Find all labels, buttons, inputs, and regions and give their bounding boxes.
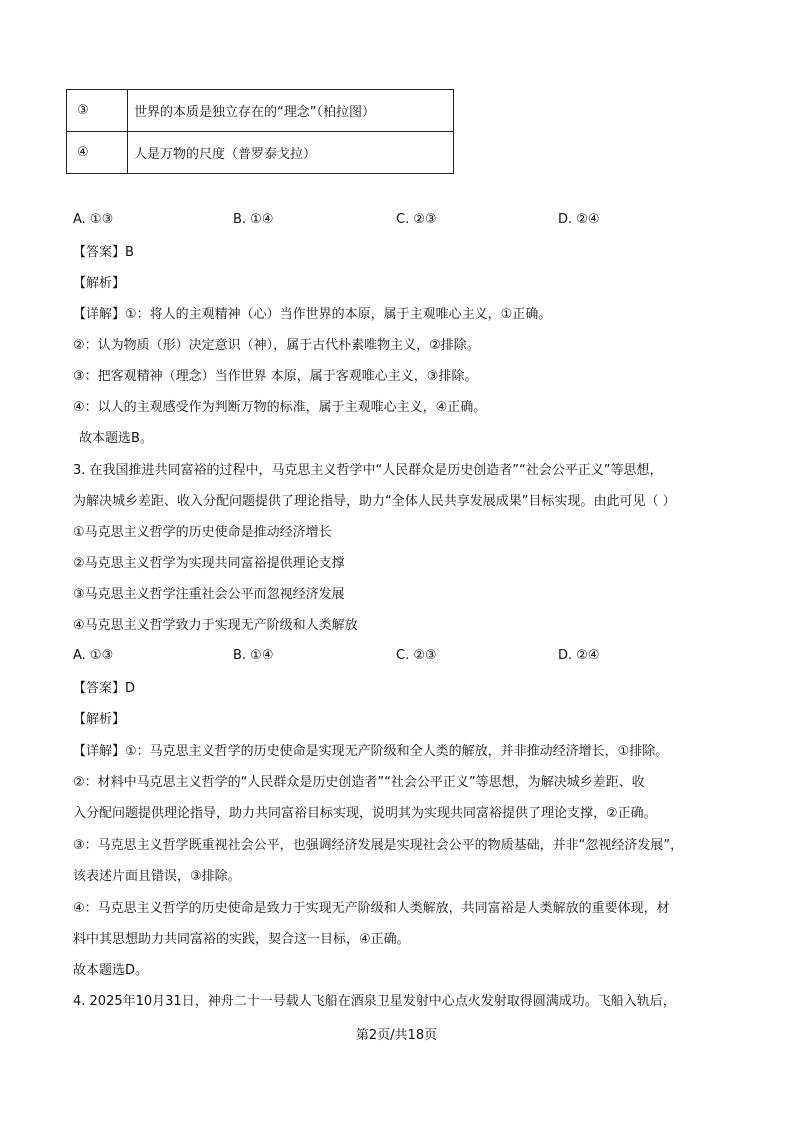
q3-choices (73, 648, 773, 668)
table-cell-text: 人是万物的尺度（普罗泰戈拉） (128, 132, 454, 174)
table-row (67, 90, 454, 132)
q2-analysis-label: 【解析】 (73, 276, 126, 291)
table-cell-number: ④ (67, 132, 128, 174)
page-footer: 第2页/共18页 (355, 1028, 438, 1043)
choice-a: A. ①③ (73, 212, 114, 227)
q3-option: ①马克思主义哲学的历史使命是推动经济增长 (73, 525, 332, 540)
q2-detail-line: ③：把客观精神（理念）当作世界 本原，属于客观唯心主义，③排除。 (73, 369, 478, 384)
q3-option: ③马克思主义哲学注重社会公平而忽视经济发展 (73, 587, 345, 602)
choice-a: A. ①③ (73, 648, 114, 663)
table-cell-text: 世界的本质是独立存在的“理念”（柏拉图） (128, 90, 454, 132)
q2-conclusion: 故本题选B。 (79, 431, 153, 446)
q2-detail-line: 【详解】①：将人的主观精神（心）当作世界的本原，属于主观唯心主义，①正确。 (73, 307, 552, 322)
q3-answer: 【答案】D (73, 681, 136, 696)
choice-c: C. ②③ (396, 212, 437, 227)
q3-analysis-label: 【解析】 (73, 712, 126, 727)
q3-detail-line: 【详解】①：马克思主义哲学的历史使命是实现无产阶级和全人类的解放，并非推动经济增长，①排除。 (73, 744, 669, 759)
choice-d: D. ②④ (558, 648, 600, 663)
q2-choices (73, 212, 773, 232)
table-cell-number: ③ (67, 90, 128, 132)
table-row (67, 132, 454, 174)
choice-b: B. ①④ (233, 212, 274, 227)
q2-detail-line: ④：以人的主观感受作为判断万物的标准，属于主观唯心主义，④正确。 (73, 400, 487, 415)
q3-stem-line: 为解决城乡差距、收入分配问题提供了理论指导，助力“全体人民共享发展成果”目标实现。由此可见（ ） (73, 494, 676, 509)
q2-answer: 【答案】B (73, 245, 134, 260)
q2-detail-line: ②：认为物质（形）决定意识（神），属于古代朴素唯物主义，②排除。 (73, 338, 480, 353)
options-table (66, 89, 454, 174)
q3-detail-line: ③：马克思主义哲学既重视社会公平，也强调经济发展是实现社会公平的物质基础，并非“忽视经济发展”， (73, 838, 684, 853)
q4-stem-line: 4. 2025年10月31日，神舟二十一号载人飞船在酒泉卫星发射中心点火发射取得圆满成功。飞船入轨后， (73, 994, 676, 1009)
q3-conclusion: 故本题选D。 (73, 963, 149, 978)
q3-detail-line: ②：材料中马克思主义哲学的“人民群众是历史创造者”“社会公平正义”等思想，为解决城乡差距、收 (73, 775, 645, 790)
q3-detail-line: 料中其思想助力共同富裕的实践，契合这一目标，④正确。 (73, 932, 410, 947)
q3-detail-line: ④：马克思主义哲学的历史使命是致力于实现无产阶级和人类解放，共同富裕是人类解放的重要体现，材 (73, 901, 670, 916)
q3-detail-line: 入分配问题提供理论指导，助力共同富裕目标实现，说明其为实现共同富裕提供了理论支撑，②正确。 (73, 806, 657, 821)
choice-d: D. ②④ (558, 212, 600, 227)
choice-c: C. ②③ (396, 648, 437, 663)
q3-stem-line: 3. 在我国推进共同富裕的过程中，马克思主义哲学中“人民群众是历史创造者”“社会公平正义”等思想， (73, 463, 663, 478)
choice-b: B. ①④ (233, 648, 274, 663)
q3-detail-line: 该表述片面且错误，③排除。 (73, 869, 241, 884)
q3-option: ②马克思主义哲学为实现共同富裕提供理论支撑 (73, 556, 345, 571)
q3-option: ④马克思主义哲学致力于实现无产阶级和人类解放 (73, 618, 358, 633)
